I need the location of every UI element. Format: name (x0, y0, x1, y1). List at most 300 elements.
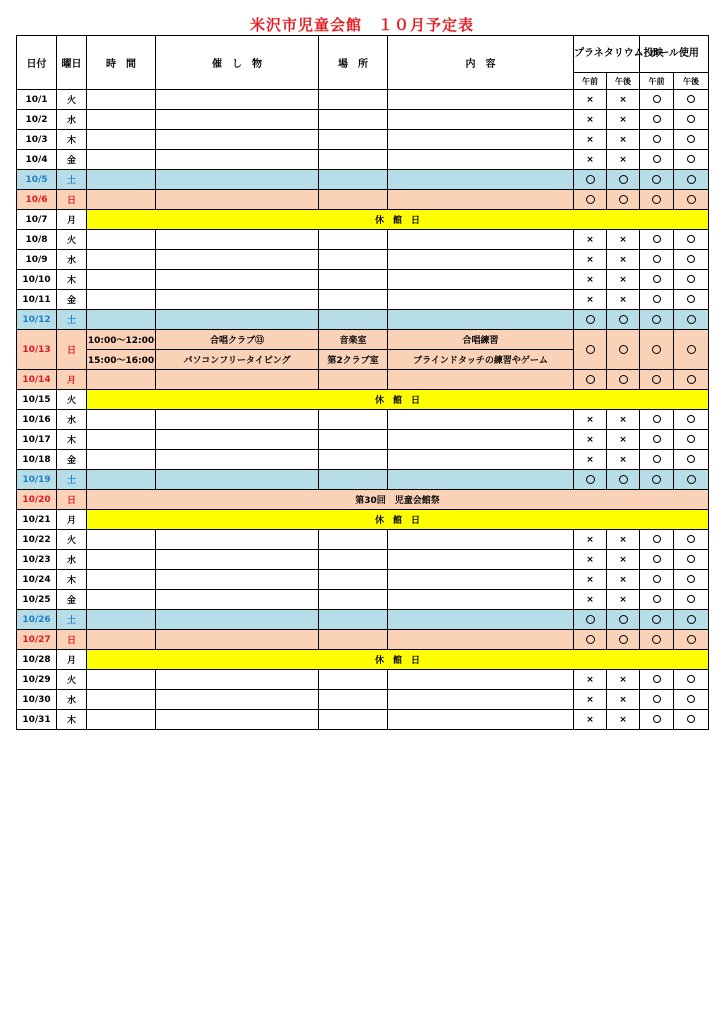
circle-mark-icon (687, 455, 695, 463)
circle-mark-icon (619, 345, 628, 354)
planetarium-pm-mark (607, 330, 640, 370)
circle-mark-icon (619, 475, 628, 484)
hall-am-mark (640, 590, 674, 610)
event-cell (156, 250, 319, 270)
weekday-cell: 金 (57, 450, 87, 470)
circle-mark-icon (687, 135, 695, 143)
event-cell (156, 430, 319, 450)
event-cell: 合唱クラブ⑬ (156, 330, 319, 350)
planetarium-am-mark: × (574, 710, 607, 730)
weekday-cell: 木 (57, 130, 87, 150)
planetarium-pm-mark (607, 470, 640, 490)
time-cell (87, 90, 156, 110)
event-cell (156, 670, 319, 690)
date-cell: 10/23 (17, 550, 57, 570)
table-row (17, 630, 709, 650)
table-row (17, 210, 709, 230)
weekday-cell: 日 (57, 190, 87, 210)
hall-pm-mark (674, 250, 709, 270)
circle-mark-icon (653, 155, 661, 163)
weekday-cell: 月 (57, 650, 87, 670)
planetarium-pm-mark (607, 170, 640, 190)
circle-mark-icon (687, 155, 695, 163)
circle-mark-icon (586, 615, 595, 624)
planetarium-am-mark: × (574, 130, 607, 150)
weekday-cell: 木 (57, 570, 87, 590)
schedule-body (17, 90, 709, 730)
date-cell: 10/14 (17, 370, 57, 390)
event-cell (156, 530, 319, 550)
event-cell (156, 170, 319, 190)
event-cell (156, 450, 319, 470)
circle-mark-icon (653, 535, 661, 543)
weekday-cell: 火 (57, 530, 87, 550)
place-cell (319, 190, 388, 210)
time-cell (87, 410, 156, 430)
place-cell (319, 410, 388, 430)
hall-pm-mark (674, 110, 709, 130)
circle-mark-icon (687, 315, 696, 324)
table-row (17, 670, 709, 690)
hall-pm-mark (674, 230, 709, 250)
weekday-cell: 木 (57, 710, 87, 730)
planetarium-pm-mark: × (607, 590, 640, 610)
time-cell (87, 130, 156, 150)
planetarium-am-mark: × (574, 670, 607, 690)
planetarium-pm-mark: × (607, 410, 640, 430)
header-time: 時 間 (87, 36, 156, 90)
hall-pm-mark (674, 130, 709, 150)
content-cell (388, 370, 574, 390)
content-cell (388, 250, 574, 270)
circle-mark-icon (687, 295, 695, 303)
planetarium-am-mark: × (574, 270, 607, 290)
planetarium-am-mark: × (574, 690, 607, 710)
table-row (17, 110, 709, 130)
time-cell (87, 190, 156, 210)
hall-pm-mark (674, 290, 709, 310)
hall-am-mark (640, 90, 674, 110)
event-cell (156, 290, 319, 310)
place-cell (319, 610, 388, 630)
circle-mark-icon (652, 315, 661, 324)
date-cell: 10/17 (17, 430, 57, 450)
circle-mark-icon (652, 475, 661, 484)
table-row (17, 510, 709, 530)
place-cell (319, 590, 388, 610)
time-cell (87, 310, 156, 330)
planetarium-pm-mark: × (607, 710, 640, 730)
time-cell (87, 590, 156, 610)
hall-am-mark (640, 630, 674, 650)
hall-am-mark (640, 370, 674, 390)
circle-mark-icon (586, 475, 595, 484)
place-cell (319, 150, 388, 170)
hall-am-mark (640, 670, 674, 690)
planetarium-pm-mark (607, 630, 640, 650)
circle-mark-icon (653, 555, 661, 563)
planetarium-pm-mark: × (607, 570, 640, 590)
header-planetarium-pm: 午後 (607, 73, 640, 90)
event-cell (156, 190, 319, 210)
table-row (17, 530, 709, 550)
weekday-cell: 木 (57, 270, 87, 290)
circle-mark-icon (652, 175, 661, 184)
hall-pm-mark (674, 710, 709, 730)
circle-mark-icon (586, 345, 595, 354)
circle-mark-icon (653, 695, 661, 703)
circle-mark-icon (653, 435, 661, 443)
circle-mark-icon (652, 635, 661, 644)
hall-pm-mark (674, 410, 709, 430)
circle-mark-icon (653, 675, 661, 683)
planetarium-am-mark (574, 610, 607, 630)
hall-pm-mark (674, 270, 709, 290)
planetarium-pm-mark: × (607, 130, 640, 150)
planetarium-am-mark: × (574, 450, 607, 470)
weekday-cell: 火 (57, 670, 87, 690)
hall-pm-mark (674, 370, 709, 390)
date-cell: 10/10 (17, 270, 57, 290)
event-cell (156, 110, 319, 130)
content-cell (388, 590, 574, 610)
table-row (17, 610, 709, 630)
circle-mark-icon (687, 195, 696, 204)
circle-mark-icon (586, 175, 595, 184)
table-row (17, 450, 709, 470)
circle-mark-icon (687, 115, 695, 123)
planetarium-pm-mark: × (607, 110, 640, 130)
circle-mark-icon (653, 715, 661, 723)
hall-pm-mark (674, 150, 709, 170)
circle-mark-icon (687, 675, 695, 683)
planetarium-am-mark: × (574, 410, 607, 430)
hall-am-mark (640, 450, 674, 470)
date-cell: 10/2 (17, 110, 57, 130)
hall-pm-mark (674, 190, 709, 210)
hall-am-mark (640, 250, 674, 270)
weekday-cell: 木 (57, 430, 87, 450)
place-cell (319, 470, 388, 490)
planetarium-pm-mark: × (607, 90, 640, 110)
circle-mark-icon (687, 375, 696, 384)
weekday-cell: 金 (57, 150, 87, 170)
hall-pm-mark (674, 470, 709, 490)
planetarium-am-mark: × (574, 430, 607, 450)
date-cell: 10/16 (17, 410, 57, 430)
place-cell (319, 110, 388, 130)
circle-mark-icon (619, 635, 628, 644)
circle-mark-icon (653, 235, 661, 243)
place-cell (319, 630, 388, 650)
planetarium-am-mark: × (574, 90, 607, 110)
hall-am-mark (640, 530, 674, 550)
hall-am-mark (640, 410, 674, 430)
content-cell (388, 410, 574, 430)
circle-mark-icon (653, 135, 661, 143)
content-cell (388, 610, 574, 630)
date-cell: 10/26 (17, 610, 57, 630)
planetarium-pm-mark (607, 190, 640, 210)
weekday-cell: 土 (57, 470, 87, 490)
place-cell (319, 670, 388, 690)
weekday-cell: 火 (57, 90, 87, 110)
date-cell: 10/18 (17, 450, 57, 470)
date-cell: 10/24 (17, 570, 57, 590)
time-cell (87, 110, 156, 130)
weekday-cell: 日 (57, 330, 87, 370)
time-cell (87, 530, 156, 550)
content-cell (388, 90, 574, 110)
weekday-cell: 月 (57, 210, 87, 230)
circle-mark-icon (687, 695, 695, 703)
weekday-cell: 土 (57, 310, 87, 330)
hall-am-mark (640, 170, 674, 190)
content-cell (388, 450, 574, 470)
page-title: 米沢市児童会館 １０月予定表 (249, 16, 474, 34)
time-cell (87, 550, 156, 570)
circle-mark-icon (653, 295, 661, 303)
planetarium-am-mark (574, 310, 607, 330)
planetarium-pm-mark: × (607, 670, 640, 690)
table-row (17, 150, 709, 170)
place-cell (319, 230, 388, 250)
header-place: 場 所 (319, 36, 388, 90)
hall-am-mark (640, 610, 674, 630)
table-row (17, 570, 709, 590)
closed-day-note: 休 館 日 (87, 510, 709, 530)
planetarium-am-mark: × (574, 150, 607, 170)
time-cell: 10:00～12:00 (87, 330, 156, 350)
hall-pm-mark (674, 170, 709, 190)
table-row (17, 170, 709, 190)
weekday-cell: 金 (57, 290, 87, 310)
time-cell (87, 450, 156, 470)
place-cell (319, 130, 388, 150)
planetarium-am-mark (574, 190, 607, 210)
hall-am-mark (640, 310, 674, 330)
circle-mark-icon (653, 115, 661, 123)
table-row (17, 90, 709, 110)
hall-pm-mark (674, 430, 709, 450)
hall-pm-mark (674, 690, 709, 710)
content-cell: 合唱練習 (388, 330, 574, 350)
weekday-cell: 日 (57, 630, 87, 650)
place-cell (319, 370, 388, 390)
hall-pm-mark (674, 590, 709, 610)
table-row (17, 590, 709, 610)
circle-mark-icon (653, 415, 661, 423)
hall-pm-mark (674, 670, 709, 690)
date-cell: 10/13 (17, 330, 57, 370)
planetarium-pm-mark: × (607, 250, 640, 270)
event-cell (156, 630, 319, 650)
circle-mark-icon (586, 635, 595, 644)
weekday-cell: 月 (57, 510, 87, 530)
place-cell (319, 570, 388, 590)
time-cell (87, 270, 156, 290)
header-hall-am: 午前 (640, 73, 674, 90)
content-cell (388, 570, 574, 590)
hall-am-mark (640, 570, 674, 590)
circle-mark-icon (586, 315, 595, 324)
event-cell (156, 90, 319, 110)
circle-mark-icon (652, 375, 661, 384)
header-weekday: 曜日 (57, 36, 87, 90)
schedule-table (16, 35, 709, 730)
date-cell: 10/11 (17, 290, 57, 310)
planetarium-pm-mark: × (607, 270, 640, 290)
time-cell (87, 430, 156, 450)
time-cell (87, 170, 156, 190)
date-cell: 10/8 (17, 230, 57, 250)
place-cell (319, 450, 388, 470)
date-cell: 10/29 (17, 670, 57, 690)
table-row (17, 390, 709, 410)
date-cell: 10/5 (17, 170, 57, 190)
date-cell: 10/7 (17, 210, 57, 230)
hall-pm-mark (674, 310, 709, 330)
event-cell (156, 130, 319, 150)
table-row (17, 410, 709, 430)
planetarium-am-mark (574, 330, 607, 370)
circle-mark-icon (619, 175, 628, 184)
weekday-cell: 月 (57, 370, 87, 390)
planetarium-am-mark: × (574, 250, 607, 270)
content-cell (388, 230, 574, 250)
event-cell (156, 690, 319, 710)
planetarium-am-mark: × (574, 110, 607, 130)
content-cell (388, 150, 574, 170)
content-cell (388, 130, 574, 150)
event-cell (156, 550, 319, 570)
date-cell: 10/25 (17, 590, 57, 610)
place-cell (319, 530, 388, 550)
hall-am-mark (640, 190, 674, 210)
planetarium-am-mark: × (574, 550, 607, 570)
closed-day-note: 休 館 日 (87, 210, 709, 230)
planetarium-pm-mark (607, 370, 640, 390)
event-cell (156, 150, 319, 170)
place-cell (319, 430, 388, 450)
hall-pm-mark (674, 90, 709, 110)
table-row (17, 550, 709, 570)
circle-mark-icon (687, 535, 695, 543)
table-row (17, 270, 709, 290)
planetarium-am-mark: × (574, 570, 607, 590)
hall-am-mark (640, 710, 674, 730)
hall-am-mark (640, 270, 674, 290)
place-cell (319, 710, 388, 730)
event-cell (156, 410, 319, 430)
place-cell (319, 170, 388, 190)
planetarium-pm-mark: × (607, 690, 640, 710)
table-row (17, 250, 709, 270)
circle-mark-icon (586, 375, 595, 384)
event-cell (156, 610, 319, 630)
hall-am-mark (640, 470, 674, 490)
circle-mark-icon (687, 435, 695, 443)
circle-mark-icon (687, 715, 695, 723)
table-row (17, 190, 709, 210)
header-content: 内 容 (388, 36, 574, 90)
circle-mark-icon (687, 575, 695, 583)
circle-mark-icon (687, 615, 696, 624)
content-cell (388, 710, 574, 730)
header-hall-pm: 午後 (674, 73, 709, 90)
hall-pm-mark (674, 530, 709, 550)
table-row (17, 370, 709, 390)
time-cell (87, 670, 156, 690)
content-cell (388, 530, 574, 550)
hall-pm-mark (674, 570, 709, 590)
date-cell: 10/21 (17, 510, 57, 530)
weekday-cell: 水 (57, 250, 87, 270)
place-cell (319, 250, 388, 270)
time-cell (87, 610, 156, 630)
circle-mark-icon (687, 345, 696, 354)
time-cell (87, 710, 156, 730)
date-cell: 10/9 (17, 250, 57, 270)
planetarium-am-mark: × (574, 590, 607, 610)
date-cell: 10/22 (17, 530, 57, 550)
content-cell (388, 690, 574, 710)
table-row (17, 650, 709, 670)
content-cell: ブラインドタッチの練習やゲーム (388, 350, 574, 370)
hall-am-mark (640, 430, 674, 450)
planetarium-pm-mark: × (607, 150, 640, 170)
table-row (17, 310, 709, 330)
date-cell: 10/4 (17, 150, 57, 170)
event-cell (156, 470, 319, 490)
time-cell (87, 470, 156, 490)
planetarium-pm-mark: × (607, 530, 640, 550)
circle-mark-icon (653, 95, 661, 103)
content-cell (388, 170, 574, 190)
weekday-cell: 日 (57, 490, 87, 510)
content-cell (388, 670, 574, 690)
weekday-cell: 土 (57, 610, 87, 630)
circle-mark-icon (653, 255, 661, 263)
event-cell (156, 590, 319, 610)
weekday-cell: 金 (57, 590, 87, 610)
time-cell (87, 250, 156, 270)
circle-mark-icon (653, 275, 661, 283)
event-cell (156, 370, 319, 390)
closed-day-note: 休 館 日 (87, 390, 709, 410)
header-planetarium-am: 午前 (574, 73, 607, 90)
date-cell: 10/20 (17, 490, 57, 510)
weekday-cell: 水 (57, 550, 87, 570)
header-event: 催 し 物 (156, 36, 319, 90)
content-cell (388, 270, 574, 290)
event-cell (156, 270, 319, 290)
circle-mark-icon (687, 415, 695, 423)
closed-day-note: 休 館 日 (87, 650, 709, 670)
date-cell: 10/19 (17, 470, 57, 490)
circle-mark-icon (687, 635, 696, 644)
event-cell (156, 230, 319, 250)
time-cell: 15:00～16:00 (87, 350, 156, 370)
time-cell (87, 150, 156, 170)
content-cell (388, 310, 574, 330)
hall-pm-mark (674, 330, 709, 370)
weekday-cell: 火 (57, 390, 87, 410)
circle-mark-icon (687, 275, 695, 283)
content-cell (388, 110, 574, 130)
circle-mark-icon (619, 615, 628, 624)
weekday-cell: 水 (57, 410, 87, 430)
